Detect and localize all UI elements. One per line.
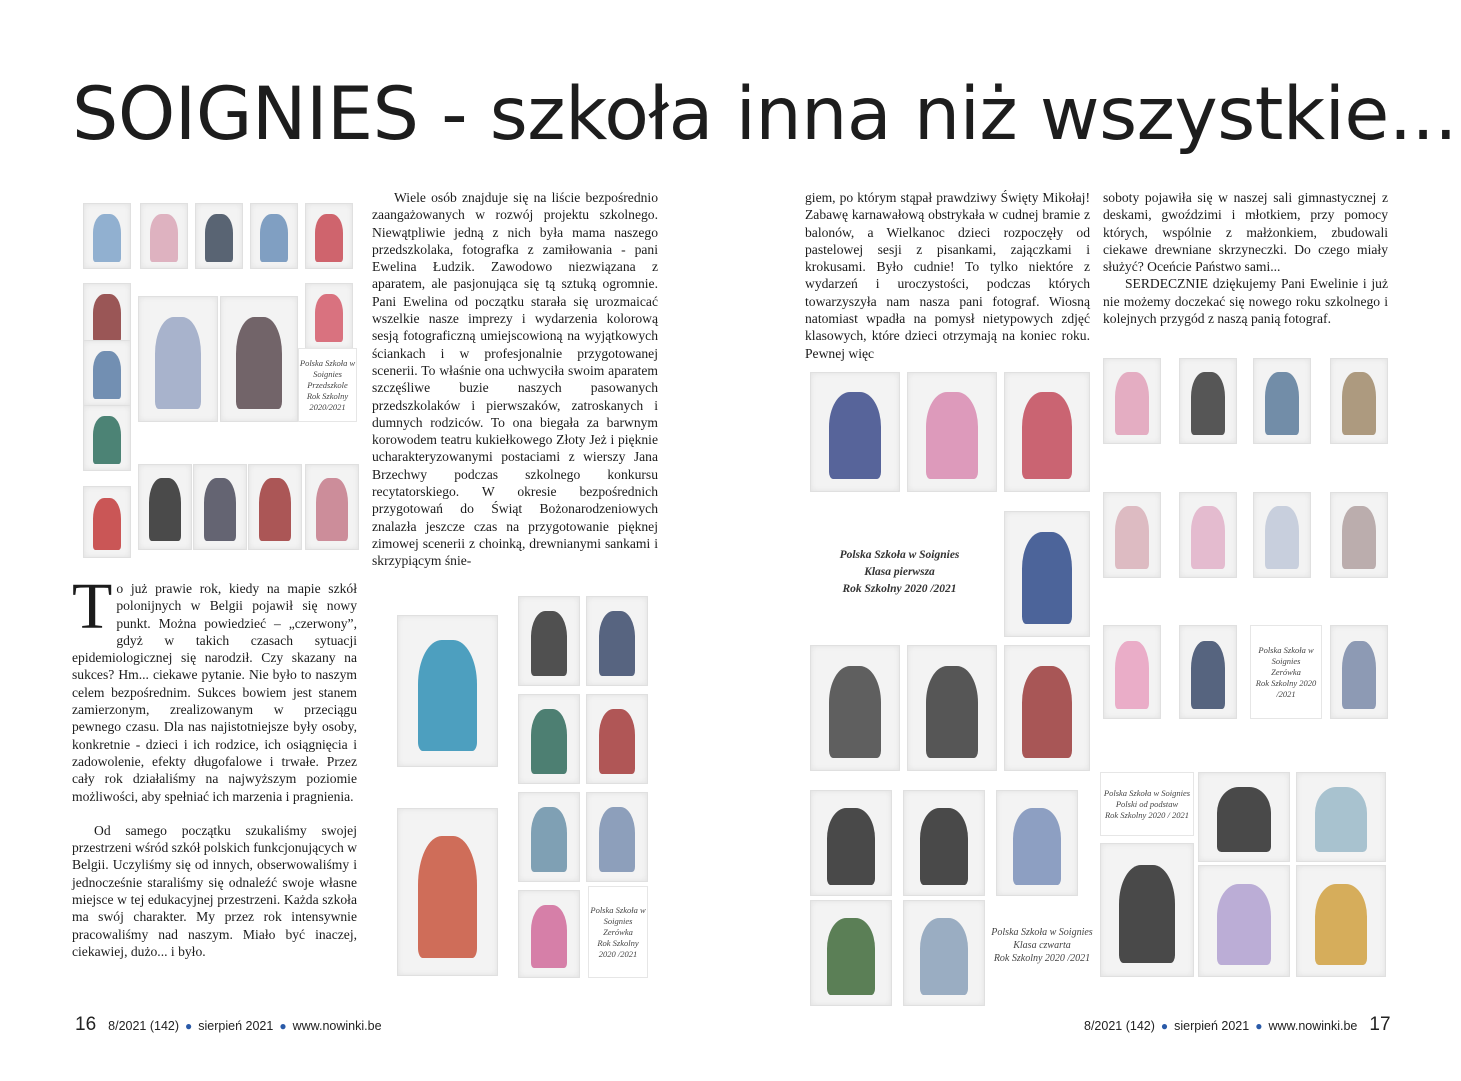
student-photo (1103, 625, 1161, 719)
person-figure (829, 392, 882, 479)
student-photo (907, 372, 997, 492)
person-figure (827, 918, 875, 995)
issue-number: 8/2021 (142) (108, 1019, 180, 1033)
person-figure (316, 478, 347, 540)
student-photo (250, 203, 298, 269)
student-photo (810, 900, 892, 1006)
person-figure (531, 905, 567, 969)
footer-left (75, 1014, 382, 1036)
paragraph (72, 570, 357, 805)
paragraph: soboty pojawiła się w naszej sali gimnastycznej z deskami, gwoździmi i młotkiem, przy pomocy których, wspólnie z małżonkiem, zbudowali ciekawe drewniane skrzyneczki. Do czego miały służyć? Oceńcie Państwo sami... (1103, 190, 1388, 275)
text-column-2 (372, 189, 658, 570)
person-figure (1265, 372, 1299, 434)
person-figure (93, 294, 121, 341)
student-photo (138, 296, 218, 422)
class-caption: Polska Szkoła w Soignies Zerówka Rok Szkolny 2020 /2021 (1250, 625, 1322, 719)
student-photo (1330, 625, 1388, 719)
paragraph-text: o już prawie rok, kiedy na mapie szkół polonijnych w Belgii pojawił się nowy punkt. Można powiedzieć – „czerwony”, gdyż w takich czasach sytuacji epidemiologicznej się narodził. Czy skazany na sukces? Hm... ciekawe pytanie. Nie było to naszym celem bezpośrednim. Sukces bowiem jest stanem zamierzonym, zrealizowanym w przeciągu pewnego czasu. Dla nas najistotniejsze były osoby, konkretnie - dzieci i ich rodzice, ich osiągnięcia i zadowolenie, efekty długofalowe i trwałe. Przez cały rok działaliśmy na najwyższym poziomie możliwości, aby spełniać ich marzenia i pragnienia. (72, 581, 357, 804)
student-photo (83, 405, 131, 471)
issue-number: 8/2021 (142) (1084, 1019, 1155, 1033)
person-figure (599, 611, 635, 676)
person-figure (1022, 666, 1072, 758)
person-figure (155, 317, 202, 409)
student-photo (138, 464, 192, 550)
student-photo (1330, 492, 1388, 578)
student-photo (83, 486, 131, 558)
student-photo (810, 372, 900, 492)
student-photo (996, 790, 1078, 896)
person-figure (93, 214, 121, 261)
student-photo (397, 808, 498, 976)
student-photo (305, 464, 359, 550)
class-caption: Polska Szkoła w Soignies Klasa pierwsza Rok Szkolny 2020 /2021 (812, 510, 987, 635)
student-photo (1100, 843, 1194, 977)
student-photo (586, 792, 648, 882)
text-column-4 (1103, 189, 1388, 327)
person-figure (315, 294, 343, 341)
person-figure (236, 317, 282, 409)
student-photo (140, 203, 188, 269)
page-number: 17 (1369, 1014, 1391, 1035)
student-photo (586, 596, 648, 686)
student-photo (248, 464, 302, 550)
page-number: 16 (75, 1014, 97, 1035)
student-photo (1004, 645, 1090, 771)
person-figure (1013, 808, 1061, 885)
person-figure (1191, 372, 1225, 434)
student-photo (83, 340, 131, 406)
person-figure (1115, 641, 1149, 709)
person-figure (920, 918, 968, 995)
person-figure (1022, 392, 1072, 479)
student-photo (1198, 772, 1290, 862)
person-figure (531, 611, 567, 676)
person-figure (920, 808, 968, 885)
person-figure (1119, 865, 1174, 963)
class-caption: Polska Szkoła w Soignies Przedszkole Rok Szkolny 2020/2021 (298, 348, 357, 422)
person-figure (315, 214, 343, 261)
article-title: SOIGNIES - szkoła inna niż wszystkie... (72, 72, 1457, 157)
class-caption: Polska Szkoła w Soignies Zerówka Rok Szkolny 2020 /2021 (588, 886, 648, 978)
person-figure (93, 416, 121, 463)
bullet-icon: ● (279, 1019, 287, 1033)
person-figure (418, 836, 477, 959)
person-figure (1315, 884, 1368, 965)
person-figure (1342, 506, 1376, 568)
text-column-1 (72, 570, 358, 960)
person-figure (1191, 506, 1225, 568)
student-photo (810, 790, 892, 896)
person-figure (418, 640, 477, 751)
person-figure (1342, 372, 1376, 434)
student-photo (1179, 625, 1237, 719)
person-figure (829, 666, 882, 758)
paragraph: Wiele osób znajduje się na liście bezpośrednio zaangażowanych w rozwój projektu szkolnego. Niewątpliwie jedną z nich była mama naszego przedszkolaka, fotografka z zamiłowania - pani Ewelina Łudzik. Zawodowo niezwiązana z aparatem, ale pasjonująca się tą sztuką ogromnie. Pani Ewelina od początku starała się urozmaicać wszelkie nasze imprezy i wydarzenia kolorową sesją fotograficzną umiejscowioną na wyjątkowych ściankach i w profesjonalnie przygotowanej scenerii. To właśnie ona uchwyciła swoim aparatem szczęśliwe buzie naszych pasowanych przedszkolaków i pierwszaków, zatroskanych i dumnych rodziców. To ona biegała za barwnym korowodem teatru kukiełkowego Złoty Jeż i pięknie ucharakteryzowanymi postaciami z wierszy Jana Brzechwy podczas szkolnego konkursu recytatorskiego. W okresie bezpośrednich przygotowań do Świąt Bożonarodzeniowych znalazła jeszcze czas na przygotowanie pięknej zimowej scenerii z choinką, drewnianymi sankami i skrzypiącym śnie- (372, 190, 658, 569)
person-figure (1022, 532, 1072, 624)
person-figure (531, 807, 567, 872)
issue-date: sierpień 2021 (198, 1019, 274, 1033)
student-photo (810, 645, 900, 771)
bullet-icon: ● (1255, 1019, 1263, 1033)
person-figure (926, 392, 979, 479)
student-photo (1004, 372, 1090, 492)
student-photo (1296, 772, 1386, 862)
student-photo (907, 645, 997, 771)
student-photo (220, 296, 298, 422)
student-photo (1004, 511, 1090, 637)
student-photo (903, 790, 985, 896)
website-link[interactable]: www.nowinki.be (1268, 1019, 1358, 1033)
class-caption: Polska Szkoła w Soignies Polski od podstaw Rok Szkolny 2020 / 2021 (1100, 772, 1194, 836)
paragraph: Od samego początku szukaliśmy swojej przestrzeni wśród szkół polskich funkcjonujących w Belgii. Uczyliśmy się od innych, obserwowaliśmy i jednocześnie staraliśmy się odnaleźć swoje własne miejsce w tej edukacyjnej przestrzeni. Każda szkoła ma swój charakter. My przez rok intensywnie pracowaliśmy nad naszym. Miało być inaczej, ciekawiej, dużo... i było. (72, 822, 358, 959)
issue-date: sierpień 2021 (1174, 1019, 1250, 1033)
person-figure (149, 478, 180, 540)
class-caption: Polska Szkoła w Soignies Klasa czwarta Rok Szkolny 2020 /2021 (990, 915, 1094, 975)
person-figure (1217, 884, 1271, 965)
student-photo (1330, 358, 1388, 444)
student-photo (518, 890, 580, 978)
person-figure (599, 709, 635, 774)
student-photo (1296, 865, 1386, 977)
student-photo (1253, 358, 1311, 444)
student-photo (1103, 358, 1161, 444)
person-figure (1115, 372, 1149, 434)
bullet-icon: ● (185, 1019, 193, 1033)
person-figure (204, 478, 235, 540)
person-figure (827, 808, 875, 885)
student-photo (586, 694, 648, 784)
person-figure (1315, 787, 1368, 852)
person-figure (1342, 641, 1376, 709)
person-figure (599, 807, 635, 872)
paragraph: SERDECZNIE dziękujemy Pani Ewelinie i już nie możemy doczekać się nowego roku szkolnego i kolejnych przygód z naszą panią fotograf. (1103, 276, 1388, 327)
person-figure (1265, 506, 1299, 568)
student-photo (518, 792, 580, 882)
student-photo (1179, 358, 1237, 444)
person-figure (260, 214, 288, 261)
student-photo (1198, 865, 1290, 977)
student-photo (397, 615, 498, 767)
person-figure (93, 498, 121, 550)
student-photo (518, 694, 580, 784)
student-photo (1253, 492, 1311, 578)
person-figure (1115, 506, 1149, 568)
student-photo (305, 283, 353, 349)
student-photo (1103, 492, 1161, 578)
student-photo (1179, 492, 1237, 578)
paragraph: giem, po którym stąpał prawdziwy Święty Mikołaj! Zabawę karnawałową obstrykała w cudnej bramie z balonów, a Wielkanoc dzieci rozpoczęły od pastelowej sesji z pisankami, zajączkami i krokusami. Było cudnie! To tylko niektóre z wydarzeń i uroczystości, podczas których towarzyszyła nam nasza pani fotograf. Wiosną natomiast wpadła na pomysł nietypowych zdjęć klasowych, które dzieci otrzymają na koniec roku. Pewnej więc (805, 190, 1090, 361)
person-figure (259, 478, 290, 540)
person-figure (150, 214, 178, 261)
bullet-icon: ● (1160, 1019, 1169, 1033)
student-photo (83, 203, 131, 269)
student-photo (903, 900, 985, 1006)
student-photo (305, 203, 353, 269)
student-photo (193, 464, 247, 550)
website-link[interactable]: www.nowinki.be (292, 1019, 382, 1033)
text-column-3 (805, 189, 1090, 362)
student-photo (195, 203, 243, 269)
footer-right (1084, 1014, 1391, 1036)
person-figure (93, 351, 121, 398)
student-photo (518, 596, 580, 686)
person-figure (926, 666, 979, 758)
person-figure (1191, 641, 1225, 709)
person-figure (1217, 787, 1271, 852)
drop-cap: T (72, 570, 113, 643)
person-figure (205, 214, 233, 261)
person-figure (531, 709, 567, 774)
